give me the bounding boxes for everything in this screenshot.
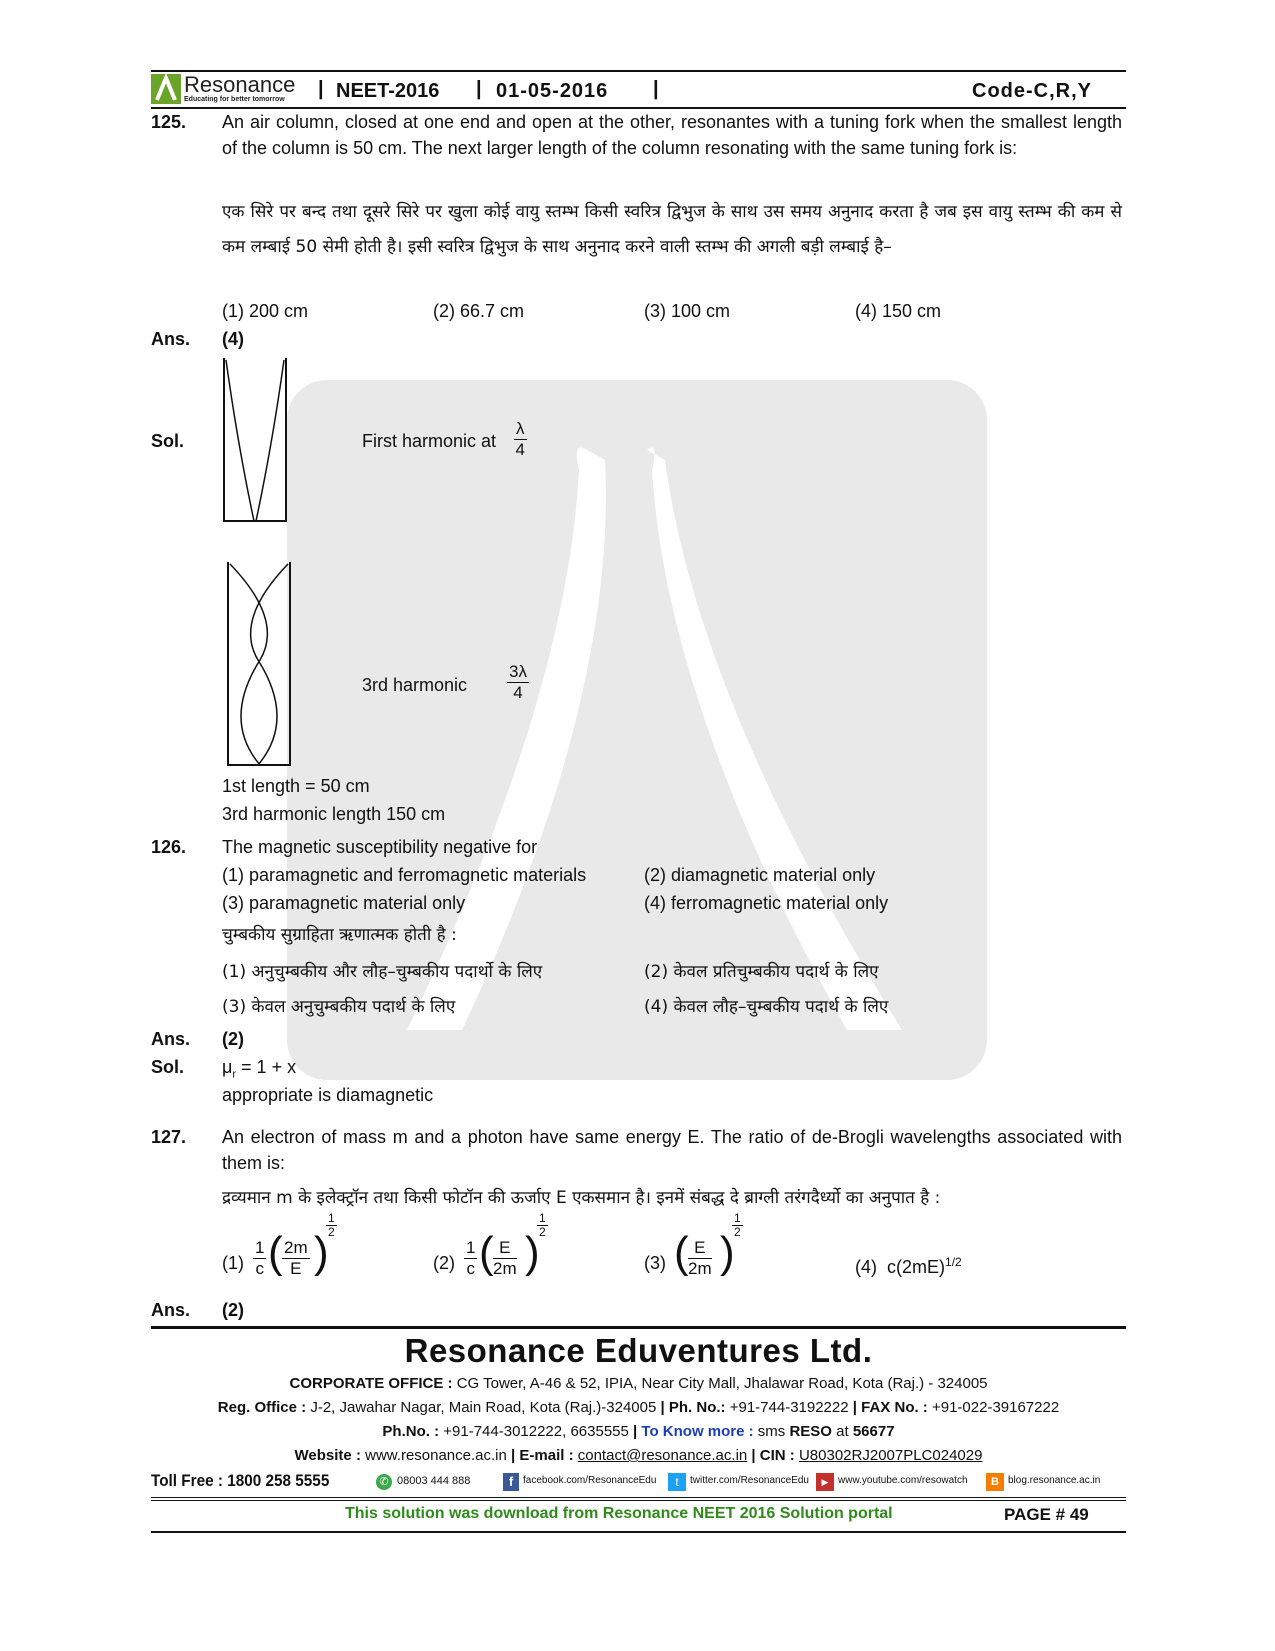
open-paren: ( bbox=[479, 1228, 494, 1277]
option-1-hindi: (1) अनुचुम्बकीय और लौह–चुम्बकीय पदार्थो के लिए bbox=[222, 962, 543, 982]
exponent-half bbox=[732, 1212, 743, 1239]
option-2: (2) 66.7 cm bbox=[433, 301, 525, 321]
whatsapp-icon: ✆ bbox=[376, 1474, 392, 1490]
close-paren: ) bbox=[525, 1228, 540, 1277]
question-number: 125. bbox=[151, 112, 187, 132]
footer-corporate-office bbox=[151, 1375, 1126, 1392]
twitter-link[interactable]: twitter.com/ResonanceEdu bbox=[690, 1475, 809, 1486]
email-label: E-mail : bbox=[519, 1447, 574, 1464]
header-exam: NEET-2016 bbox=[336, 80, 440, 102]
footer-divider-2 bbox=[151, 1500, 1126, 1501]
exponent-denominator: 2 bbox=[539, 1225, 546, 1239]
mu-subscript: r bbox=[232, 1068, 237, 1081]
logo-tagline: Educating for better tomorrow bbox=[184, 96, 285, 103]
fax-number: +91-022-39167222 bbox=[927, 1399, 1060, 1416]
denominator-c: c bbox=[466, 1259, 475, 1278]
mu-symbol: μ bbox=[222, 1057, 233, 1077]
three-lambda-over-4-fraction bbox=[507, 662, 529, 703]
answer-label: Ans. bbox=[151, 329, 191, 349]
footer-company-name: Resonance Eduventures Ltd. bbox=[404, 1332, 873, 1369]
sms-keyword: RESO bbox=[789, 1423, 832, 1440]
solution-line-2: 3rd harmonic length 150 cm bbox=[222, 804, 446, 824]
question-text-english: An electron of mass m and a photon have same energy E. The ratio of de-Brogli wavelengths associated with them is: bbox=[222, 1127, 1122, 1173]
option-1: (1) 200 cm bbox=[222, 301, 309, 321]
blog-link[interactable]: blog.resonance.ac.in bbox=[1008, 1475, 1101, 1486]
phone-label: Ph. No.: bbox=[668, 1399, 726, 1416]
answer-label: Ans. bbox=[151, 1300, 191, 1320]
exponent-denominator: 2 bbox=[734, 1225, 741, 1239]
option-2-hindi: (2) केवल प्रतिचुम्बकीय पदार्थ के लिए bbox=[644, 962, 879, 982]
denominator-2m: 2m bbox=[688, 1259, 712, 1278]
fraction-numerator: λ bbox=[516, 419, 525, 438]
corporate-office-label: CORPORATE OFFICE : bbox=[289, 1375, 453, 1392]
exponent-numerator: 1 bbox=[539, 1211, 546, 1225]
blogger-icon[interactable]: B bbox=[986, 1473, 1004, 1491]
logo-name: Resonance bbox=[184, 72, 296, 97]
footer-social-row bbox=[151, 1471, 1126, 1493]
header-date: 01-05-2016 bbox=[496, 80, 609, 102]
equation-rhs: = 1 + x bbox=[236, 1057, 297, 1077]
option-4 bbox=[855, 1249, 962, 1280]
toll-free-number: Toll Free : 1800 258 5555 bbox=[151, 1471, 330, 1490]
close-paren: ) bbox=[314, 1228, 329, 1277]
denominator-2m: 2m bbox=[493, 1259, 517, 1278]
answer-value: (4) bbox=[222, 329, 244, 349]
header-separator-3: | bbox=[653, 78, 659, 100]
first-harmonic-label: First harmonic at bbox=[362, 431, 497, 451]
first-harmonic-diagram bbox=[218, 356, 290, 526]
exponent-half bbox=[537, 1212, 548, 1239]
numerator-e: E bbox=[493, 1238, 517, 1259]
fraction-denominator: 4 bbox=[513, 683, 523, 702]
question-text-english: An air column, closed at one end and open at the other, resonantes with a tuning fork when the smallest length of the column is 50 cm. The next larger length of the column resonating with the same tuning fork is: bbox=[222, 112, 1122, 158]
option-4-hindi: (4) केवल लौह–चुम्बकीय पदार्थ के लिए bbox=[644, 997, 889, 1017]
corporate-office-address: CG Tower, A-46 & 52, IPIA, Near City Mall, Jhalawar Road, Kota (Raj.) - 324005 bbox=[452, 1375, 988, 1392]
page-number: PAGE # 49 bbox=[1004, 1505, 1089, 1524]
footer-reg-office: Reg. Office : J-2, Jawahar Nagar, Main Road, Kota (Raj.)-324005 | Ph. No.: +91-744-3192222 | FAX No. : +91-022-39167222 bbox=[217, 1399, 1060, 1416]
header-separator-2: | bbox=[476, 78, 482, 100]
option-1-fraction bbox=[282, 1238, 310, 1279]
question-text-hindi: द्रव्यमान m के इलेक्ट्रॉन तथा किसी फोटॉन की ऊर्जाए E एकसमान है। इनमें संबद्ध दे ब्राग्ली तरंगदैर्ध्यो का अनुपात है : bbox=[222, 1188, 941, 1208]
header-top-rule bbox=[151, 70, 1126, 72]
sms-text: sms bbox=[753, 1423, 790, 1440]
youtube-icon[interactable]: ▶ bbox=[816, 1473, 834, 1491]
solution-label: Sol. bbox=[151, 1057, 185, 1077]
youtube-link[interactable]: www.youtube.com/resowatch bbox=[838, 1475, 968, 1486]
option-1-prefactor bbox=[253, 1238, 266, 1279]
download-note: This solution was download from Resonance NEET 2016 Solution portal bbox=[345, 1505, 893, 1522]
solution-line-2: appropriate is diamagnetic bbox=[222, 1085, 434, 1105]
option-3: (3) 100 cm bbox=[644, 301, 731, 321]
option-4-expression: c(2mE) bbox=[887, 1257, 946, 1277]
open-paren: ( bbox=[674, 1228, 689, 1277]
option-3: (3) paramagnetic material only bbox=[222, 893, 466, 913]
exponent-denominator: 2 bbox=[328, 1225, 335, 1239]
fraction-denominator: 4 bbox=[515, 440, 525, 459]
option-3-hindi: (3) केवल अनुचुम्बकीय पदार्थ के लिए bbox=[222, 997, 456, 1017]
solution-label: Sol. bbox=[151, 431, 185, 451]
twitter-icon[interactable]: t bbox=[668, 1473, 686, 1491]
phone2-label: Ph.No. : bbox=[382, 1423, 440, 1440]
website-link[interactable]: www.resonance.ac.in bbox=[360, 1447, 507, 1464]
footer-phone-line: Ph.No. : +91-744-3012222, 6635555 | To Know more : sms RESO at 56677 bbox=[382, 1423, 895, 1440]
to-know-more-label: To Know more : bbox=[641, 1423, 754, 1440]
close-paren: ) bbox=[720, 1228, 735, 1277]
solution-line-1: 1st length = 50 cm bbox=[222, 776, 370, 796]
facebook-icon[interactable]: f bbox=[503, 1473, 519, 1491]
open-paren: ( bbox=[268, 1228, 283, 1277]
option-2: (2) diamagnetic material only bbox=[644, 865, 876, 885]
phone-number: +91-744-3192222 bbox=[725, 1399, 849, 1416]
option-1: (1) paramagnetic and ferromagnetic materials bbox=[222, 865, 587, 885]
footer-top-rule bbox=[151, 1326, 1126, 1329]
question-text-hindi: एक सिरे पर बन्द तथा दूसरे सिरे पर खुला कोई वायु स्तम्भ किसी स्वरित्र द्विभुज के साथ उस समय अनुनाद करता है जब इस वायु स्तम्भ की कम से कम लम्बाई 50 सेमी होती है। इसी स्वरित्र द्विभुज के साथ अनुनाद करने वाली स्तम्भ की अगली बड़ी लम्बाई है– bbox=[222, 202, 1122, 257]
exponent-half bbox=[326, 1212, 337, 1239]
header-code: Code-C,R,Y bbox=[972, 80, 1092, 102]
numerator-one: 1 bbox=[255, 1238, 265, 1257]
whatsapp-number: 08003 444 888 bbox=[397, 1475, 471, 1487]
exponent-numerator: 1 bbox=[734, 1211, 741, 1225]
fraction-numerator: 3λ bbox=[509, 662, 527, 681]
option-4-label: (4) bbox=[855, 1257, 877, 1277]
website-label: Website : bbox=[294, 1447, 361, 1464]
resonance-logo-icon bbox=[151, 74, 181, 104]
option-4: (4) 150 cm bbox=[855, 301, 942, 321]
exponent-numerator: 1 bbox=[328, 1211, 335, 1225]
numerator-2m: 2m bbox=[284, 1238, 308, 1257]
answer-value: (2) bbox=[222, 1300, 244, 1320]
fax-label: FAX No. : bbox=[861, 1399, 928, 1416]
question-number: 127. bbox=[151, 1127, 187, 1147]
facebook-link[interactable]: facebook.com/ResonanceEdu bbox=[523, 1475, 657, 1486]
answer-label: Ans. bbox=[151, 1029, 191, 1049]
sms-at: at bbox=[831, 1423, 853, 1440]
question-number: 126. bbox=[151, 837, 187, 857]
email-link[interactable]: contact@resonance.ac.in bbox=[577, 1447, 748, 1464]
cin-label: CIN : bbox=[759, 1447, 795, 1464]
sms-number: 56677 bbox=[852, 1423, 895, 1440]
question-text-hindi: चुम्बकीय सुग्राहिता ऋणात्मक होती है : bbox=[222, 925, 457, 945]
footer-divider-1 bbox=[151, 1497, 1126, 1498]
footer-web-line: Website : www.resonance.ac.in | E-mail : contact@resonance.ac.in | CIN : U80302RJ2007PLC024029 bbox=[294, 1447, 983, 1464]
numerator-one: 1 bbox=[466, 1238, 476, 1257]
option-3-label: (3) bbox=[644, 1253, 666, 1273]
reg-office-address: J-2, Jawahar Nagar, Main Road, Kota (Raj.)-324005 bbox=[306, 1399, 657, 1416]
option-4-exponent: 1/2 bbox=[945, 1255, 962, 1269]
footer-bottom-rule bbox=[151, 1531, 1126, 1533]
phone2-numbers: +91-744-3012222, 6635555 bbox=[439, 1423, 629, 1440]
option-2-prefactor bbox=[464, 1238, 477, 1279]
option-3-fraction bbox=[688, 1238, 712, 1279]
reg-office-label: Reg. Office : bbox=[217, 1399, 307, 1416]
cin-number: U80302RJ2007PLC024029 bbox=[798, 1447, 983, 1464]
header-separator: | bbox=[318, 78, 324, 100]
option-1-label: (1) bbox=[222, 1253, 244, 1273]
lambda-over-4-fraction bbox=[514, 419, 527, 460]
denominator-c: c bbox=[255, 1259, 264, 1278]
option-2-fraction bbox=[493, 1238, 517, 1279]
third-harmonic-diagram bbox=[224, 560, 296, 770]
third-harmonic-label: 3rd harmonic bbox=[362, 675, 468, 695]
question-text-english: The magnetic susceptibility negative for bbox=[222, 837, 538, 857]
denominator-e: E bbox=[290, 1259, 302, 1278]
numerator-e: E bbox=[688, 1238, 712, 1259]
answer-value: (2) bbox=[222, 1029, 244, 1049]
option-2-label: (2) bbox=[433, 1253, 455, 1273]
option-4: (4) ferromagnetic material only bbox=[644, 893, 889, 913]
